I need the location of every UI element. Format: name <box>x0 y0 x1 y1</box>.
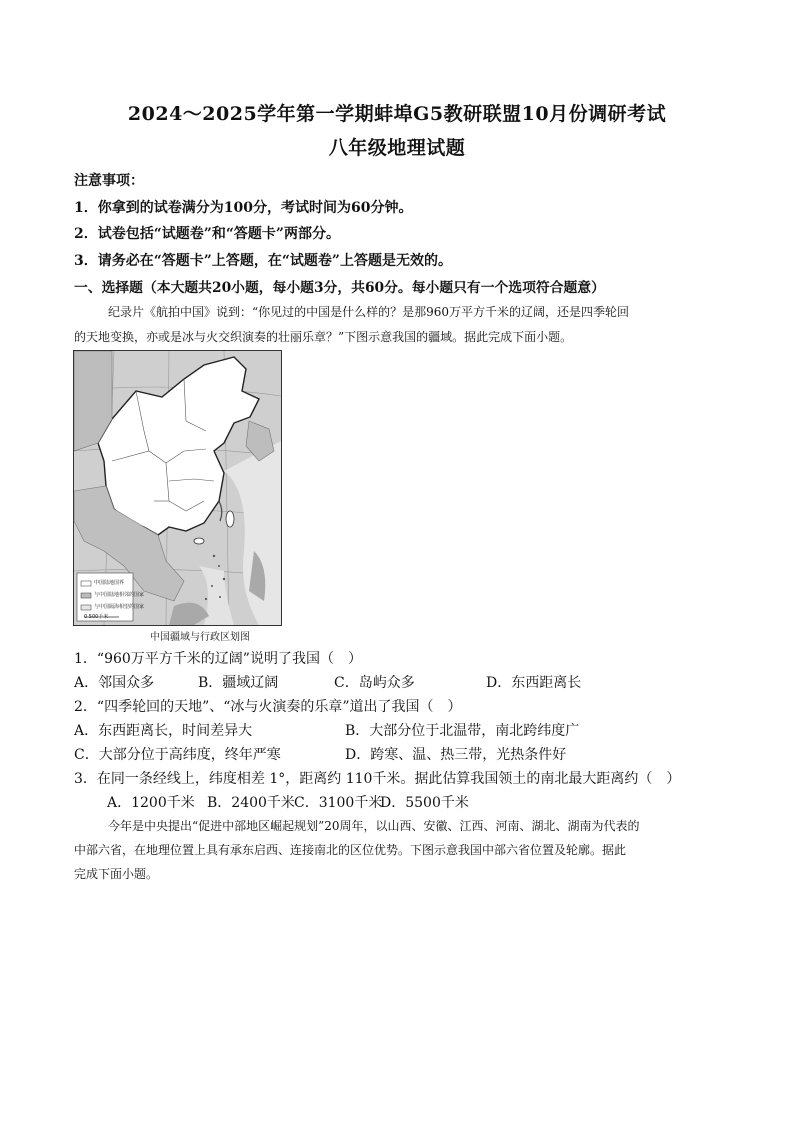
china-territory-map <box>73 350 282 626</box>
intro-paragraph-line: 纪录片《航拍中国》说到：“你见过的中国是什么样的？是那960万平方千米的辽阔，还是四季轮回 <box>108 305 630 319</box>
intro-paragraph-line: 的天地变换，亦或是冰与火交织演奏的壮丽乐章？”下图示意我国的疆域。据此完成下面小题。 <box>74 330 573 344</box>
section-heading: 一、选择题（本大题共20小题，每小题3分，共60分。每小题只有一个选项符合题意） <box>74 280 605 296</box>
q3-option-a: A．1200千米 <box>107 795 195 811</box>
map-scale: 0 500千米 <box>84 614 109 620</box>
exam-title: 2024～2025学年第一学期蚌埠G5教研联盟10月份调研考试 <box>127 103 667 125</box>
intro-paragraph-line: 今年是中央提出“促进中部地区崛起规划”20周年，以山西、安徽、江西、河南、湖北、湖南为代表的 <box>108 819 640 833</box>
legend-item: 中国陆地国界 <box>94 580 125 586</box>
intro-paragraph-line: 中部六省，在地理位置上具有承东启西、连接南北的区位优势。下图示意我国中部六省位置及轮廓。据此 <box>74 843 627 857</box>
notice-heading: 注意事项： <box>74 173 144 189</box>
q1-option-a: A．邻国众多 <box>74 675 155 691</box>
q2-option-d: D．跨寒、温、热三带，光热条件好 <box>345 747 567 763</box>
intro-paragraph-line: 完成下面小题。 <box>74 867 159 881</box>
q3-option-d: D．5500千米 <box>380 795 469 811</box>
exam-subtitle: 八年级地理试题 <box>328 137 466 159</box>
notice-item-3: 3．请务必在“答题卡”上答题，在“试题卷”上答题是无效的。 <box>74 253 452 269</box>
q2-option-c: C．大部分位于高纬度，终年严寒 <box>74 747 281 763</box>
question-3-stem: 3．在同一条经线上，纬度相差 1°，距离约 110千米。据此估算我国领土的南北最大距离约（ ） <box>74 771 681 787</box>
q2-option-b: B．大部分位于北温带，南北跨纬度广 <box>345 723 580 739</box>
q3-option-b: B．2400千米 <box>207 795 295 811</box>
legend-item: 与中国陆地相邻的国家 <box>94 592 145 598</box>
question-2-stem: 2．“四季轮回的天地”、“冰与火演奏的乐章”道出了我国（ ） <box>74 699 462 715</box>
q1-option-b: B．疆域辽阔 <box>198 675 279 691</box>
q3-option-c: C．3100千米 <box>294 795 383 811</box>
q2-option-a: A．东西距离长，时间差异大 <box>74 723 253 739</box>
q1-option-d: D．东西距离长 <box>486 675 582 691</box>
map-caption: 中国疆域与行政区划图 <box>150 632 250 643</box>
legend-item: 与中国隔海相望的国家 <box>94 604 145 610</box>
notice-item-2: 2．试卷包括“试题卷”和“答题卡”两部分。 <box>74 226 340 242</box>
q1-option-c: C．岛屿众多 <box>334 675 415 691</box>
notice-item-1: 1．你拿到的试卷满分为100分，考试时间为60分钟。 <box>74 200 413 216</box>
question-1-stem: 1．“960万平方千米的辽阔”说明了我国（ ） <box>74 651 362 667</box>
map-legend <box>94 577 144 613</box>
